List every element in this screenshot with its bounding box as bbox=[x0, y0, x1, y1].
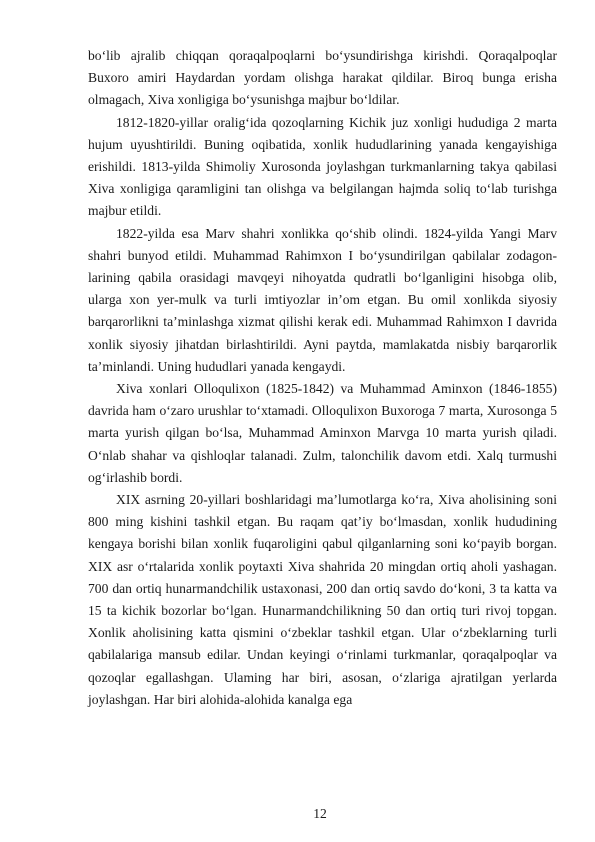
paragraph-1: bo‘lib ajralib chiqqan qoraqalpoqlarni bo‘ysundirishga kirishdi. Qoraqalpoqlar Buxoro amiri Haydardan yordam olishga harakat qildilar. Biroq bunga erisha olmagach, Xiva xonligiga bo‘ysunishga majbur bo‘ldilar. bbox=[88, 48, 557, 108]
paragraph-2: 1812-1820-yillar oralig‘ida qozoqlarning Kichik juz xonligi hududiga 2 marta hujum uyushtirildi. Buning oqibatida, xonlik hududlarining yanada kengayishiga erishildi. 1813-yilda Shimoliy Xurosonda joylashgan turkmanlarning takya qabilasi Xiva xonligiga qaramligini tan olishga va belgilangan hajmda soliq to‘lab turishga majbur etildi. bbox=[88, 114, 557, 219]
page-body bbox=[88, 45, 557, 711]
page-number: 12 bbox=[313, 806, 327, 821]
paragraph-4: Xiva xonlari Olloqulixon (1825-1842) va Muhammad Aminxon (1846-1855) davrida ham o‘zaro urushlar to‘xtamadi. Olloqulixon Buxoroga 7 marta, Xurosonga 5 marta yurish qilgan bo‘lsa, Muhammad Aminxon Marvga 10 marta yurish qiladi. O‘nlab shahar va qishloqlar talanadi. Zulm, talonchilik davom etdi. Xalq turmushi og‘irlashib bordi. bbox=[88, 381, 557, 485]
paragraph-5: XIX asrning 20-yillari boshlaridagi ma’lumotlarga ko‘ra, Xiva aholisining soni 800 ming kishini tashkil etgan. Bu raqam qat’iy bo‘lmasdan, xonlik hududining kengaya borishi bilan xonlik fuqaroligini qabul qilganlarning soni ko‘payib borgan. XIX asr o‘rtalarida xonlik poytaxti Xiva shahrida 20 mingdan ortiq aholi yashagan. 700 dan ortiq hunarmandchilik ustaxonasi, 200 dan ortiq savdo do‘koni, 3 ta katta va 15 ta kichik bozorlar bo‘lgan. Hunarmandchilikning 50 dan ortiq turi rivoj topgan. Xonlik aholisining katta qismini o‘zbeklar tashkil etgan. Ular o‘zbeklarning turli qabilalariga mansub edilar. Undan keyingi o‘rinlami turkmanlar, qoraqalpoqlar va qozoqlar egallashgan. Ulaming har biri, asosan, o‘zlariga ajratilgan yerlarda joylashgan. Har biri alohida-alohida kanalga ega bbox=[88, 492, 557, 707]
paragraph-3: 1822-yilda esa Marv shahri xonlikka qo‘shib olindi. 1824-yilda Yangi Marv shahri bunyod etildi. Muhammad Rahimxon I bo‘ysundirilgan qabilalar zodagon-larining qabila orasidagi mavqeyi nihoyatda qudratli bo‘lganligini hisobga olib, ularga xon yer-mulk va turli imtiyozlar in’om etgan. Bu omil xonlikda siyosiy barqarorlikni ta’minlashga xizmat qilishi kerak edi. Muhammad Rahimxon I davrida xonlik siyosiy jihatdan birlashtirildi. Ayni paytda, mamlakatda nisbiy barqarorlik ta’minlandi. Uning hududlari yanada kengaydi. bbox=[88, 225, 557, 374]
